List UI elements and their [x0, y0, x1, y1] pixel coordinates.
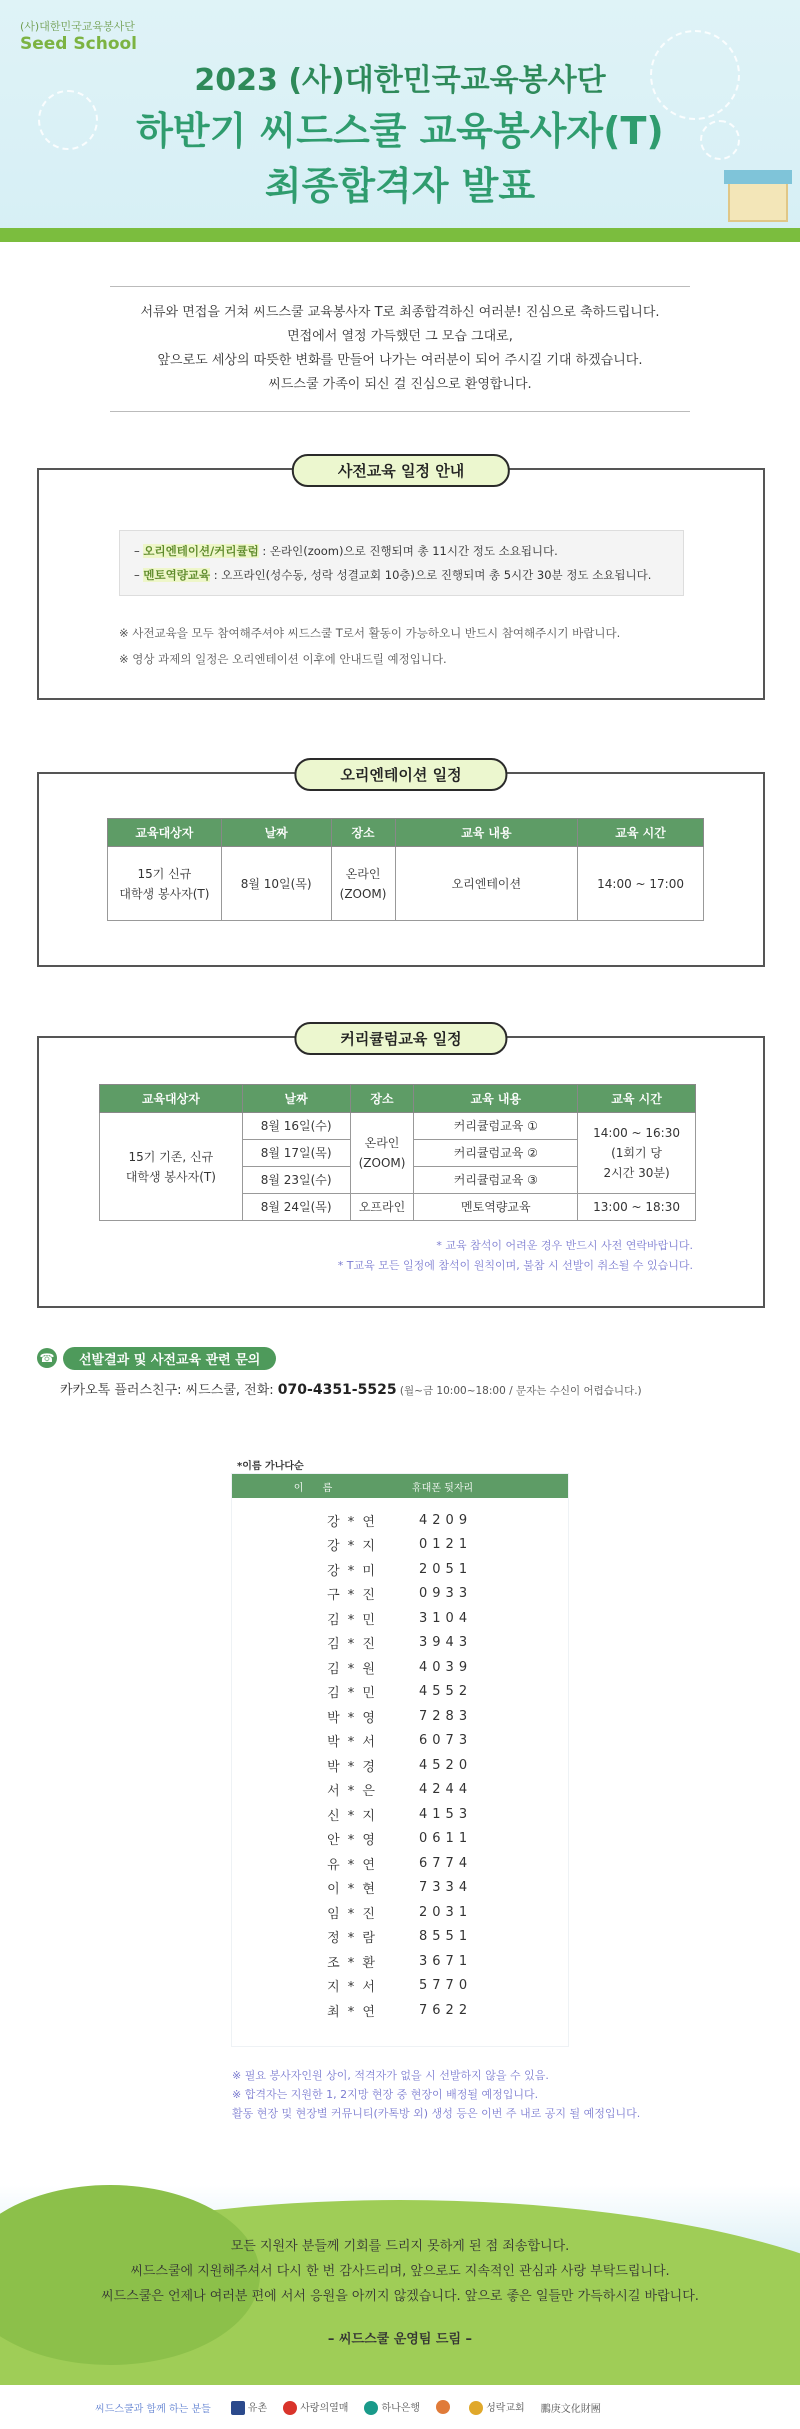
- place-cell: 온라인 (ZOOM): [331, 847, 395, 921]
- orientation-title: 오리엔테이션 일정: [294, 758, 507, 791]
- header-banner: [0, 0, 800, 242]
- footer-line: 모든 지원자 분들께 기회를 드리지 못하게 된 점 죄송합니다.: [230, 2239, 570, 2254]
- list-item: [232, 1949, 568, 1974]
- orientation-curriculum-label: 오리엔테이션/커리큘럼: [143, 544, 259, 558]
- names-notes: [232, 2066, 640, 2123]
- pre-education-title: 사전교육 일정 안내: [292, 454, 510, 487]
- list-item: [232, 1729, 568, 1754]
- grass-band: [0, 228, 800, 242]
- list-item: [232, 1508, 568, 1533]
- winner-phone: 4039: [419, 1659, 473, 1675]
- content-cell: 오리엔테이션: [395, 847, 578, 921]
- pre-education-box: [37, 462, 765, 700]
- winner-name: 김 * 진: [327, 1637, 377, 1653]
- winner-name: 강 * 미: [327, 1563, 377, 1579]
- winner-name: 지 * 서: [327, 1980, 377, 1996]
- time-cell: 14:00 ~ 16:30 (1회기 당 2시간 30분): [578, 1113, 696, 1194]
- winner-name: 신 * 지: [327, 1808, 377, 1824]
- winner-phone: 7622: [419, 2002, 473, 2018]
- list-item: [232, 1704, 568, 1729]
- list-item: [232, 1925, 568, 1950]
- winner-phone: 7334: [419, 1880, 473, 1896]
- winner-name: 조 * 환: [327, 1955, 377, 1971]
- winner-name: 서 * 은: [327, 1784, 377, 1800]
- winner-phone: 2031: [419, 1904, 473, 1920]
- phone-number[interactable]: 070-4351-5525: [277, 1382, 397, 1398]
- winner-phone: 8551: [419, 1929, 473, 1945]
- title-line-3: 최종합격자 발표: [264, 164, 536, 208]
- note-line: ※ 필요 봉사자인원 상이, 적격자가 없을 시 선발하지 않을 수 있음.: [232, 2069, 549, 2082]
- phone-icon: ☎: [37, 1348, 57, 1368]
- list-item: [232, 1900, 568, 1925]
- footer-signature: – 씨드스쿨 운영팀 드림 –: [327, 2332, 473, 2347]
- list-item: [232, 1655, 568, 1680]
- list-item: [232, 1998, 568, 2023]
- curriculum-notes: [338, 1236, 693, 1276]
- winner-phone: 4520: [419, 1757, 473, 1773]
- list-item: [232, 1533, 568, 1558]
- header-name: 이 름: [293, 1482, 341, 1494]
- footer-line: 씨드스쿨에 지원해주셔서 다시 한 번 감사드리며, 앞으로도 지속적인 관심과 사랑 부탁드립니다.: [130, 2264, 670, 2279]
- names-body: [232, 1498, 568, 2023]
- col-place: 장소: [350, 1085, 414, 1113]
- seed-school-logo: Seed School: [20, 34, 137, 54]
- winner-name: 박 * 경: [327, 1759, 377, 1775]
- winner-name: 최 * 연: [327, 2004, 377, 2020]
- list-item: [232, 1557, 568, 1582]
- content-cell: 커리큘럼교육 ③: [414, 1167, 578, 1194]
- org-name: (사)대한민국교육봉사단: [20, 20, 135, 33]
- winner-name: 강 * 지: [327, 1539, 377, 1555]
- school-illustration: [728, 182, 788, 222]
- winner-phone: 3671: [419, 1953, 473, 1969]
- note-line: * 교육 참석이 어려운 경우 반드시 사전 연락바랍니다.: [436, 1239, 693, 1252]
- winner-phone: 0121: [419, 1537, 473, 1553]
- partner-icon: [469, 2401, 483, 2415]
- list-item: [232, 1851, 568, 1876]
- curriculum-box: [37, 1030, 765, 1308]
- partner-logo: 성락교회: [469, 2399, 525, 2415]
- partners-label: 씨드스쿨과 함께 하는 분들: [95, 2403, 211, 2415]
- table-header-row: [100, 1085, 696, 1113]
- col-date: 날짜: [221, 819, 331, 847]
- date-cell: 8월 24일(목): [242, 1194, 350, 1221]
- table-header-row: [108, 819, 704, 847]
- intro-message: [110, 286, 690, 412]
- winner-name: 유 * 연: [327, 1857, 377, 1873]
- partner-icon: [364, 2401, 378, 2415]
- title-line-1: 2023 (사)대한민국교육봉사단: [194, 63, 606, 98]
- date-cell: 8월 16일(수): [242, 1113, 350, 1140]
- mentor-education-label: 멘토역량교육: [143, 568, 211, 582]
- footer-message: [0, 2234, 800, 2309]
- col-date: 날짜: [242, 1085, 350, 1113]
- winner-name: 박 * 영: [327, 1710, 377, 1726]
- partner-icon: [231, 2401, 245, 2415]
- partner-icon: [436, 2400, 450, 2414]
- winner-phone: 6073: [419, 1733, 473, 1749]
- list-item: [232, 1778, 568, 1803]
- names-list: [232, 1474, 568, 2046]
- header-phone: 휴대폰 뒷자리: [412, 1482, 474, 1494]
- winner-phone: 7283: [419, 1708, 473, 1724]
- place-cell: 온라인 (ZOOM): [350, 1113, 414, 1194]
- winner-name: 구 * 진: [327, 1588, 377, 1604]
- names-header: [232, 1474, 568, 1498]
- time-cell: 14:00 ~ 17:00: [578, 847, 704, 921]
- list-item: [232, 1974, 568, 1999]
- title-line-2: 하반기 씨드스쿨 교육봉사자(T): [136, 109, 664, 153]
- content-cell: 멘토역량교육: [414, 1194, 578, 1221]
- list-item: [232, 1606, 568, 1631]
- list-item: [232, 1680, 568, 1705]
- orientation-table: [107, 818, 704, 921]
- winner-name: 안 * 영: [327, 1833, 377, 1849]
- table-row: [108, 847, 704, 921]
- target-cell: 15기 신규 대학생 봉사자(T): [108, 847, 222, 921]
- content-cell: 커리큘럼교육 ②: [414, 1140, 578, 1167]
- note-line: ※ 사전교육을 모두 참여해주셔야 씨드스쿨 T로서 활동이 가능하오니 반드시 참여해주시기 바랍니다.: [119, 626, 621, 640]
- winner-phone: 5770: [419, 1978, 473, 1994]
- winner-name: 정 * 람: [327, 1931, 377, 1947]
- winner-phone: 6774: [419, 1855, 473, 1871]
- list-item: [232, 1827, 568, 1852]
- place-cell: 오프라인: [350, 1194, 414, 1221]
- intro-line: 면접에서 열정 가득했던 그 모습 그대로,: [287, 329, 513, 344]
- winner-name: 김 * 원: [327, 1661, 377, 1677]
- winner-phone: 4552: [419, 1684, 473, 1700]
- partner-logo: 유촌: [231, 2399, 267, 2415]
- col-content: 교육 내용: [414, 1085, 578, 1113]
- intro-line: 씨드스쿨 가족이 되신 걸 진심으로 환영합니다.: [268, 377, 532, 392]
- list-item: [232, 1631, 568, 1656]
- winner-name: 강 * 연: [327, 1514, 377, 1530]
- col-place: 장소: [331, 819, 395, 847]
- pre-education-list: [119, 530, 684, 596]
- note-line: ※ 영상 과제의 일정은 오리엔테이션 이후에 안내드릴 예정입니다.: [119, 652, 447, 666]
- pre-education-item: – 오리엔테이션/커리큘럼 : 온라인(zoom)으로 진행되며 총 11시간 정도 소요됩니다.: [134, 544, 558, 558]
- note-line: 활동 현장 및 현장별 커뮤니티(카톡방 외) 생성 등은 이번 주 내로 공지 될 예정입니다.: [232, 2107, 641, 2120]
- curriculum-title: 커리큘럼교육 일정: [294, 1022, 507, 1055]
- winner-phone: 0611: [419, 1831, 473, 1847]
- contact-info: 카카오톡 플러스친구: 씨드스쿨, 전화: 070-4351-5525 (월~금 10:00~18:00 / 문자는 수신이 어렵습니다.): [60, 1382, 642, 1398]
- date-cell: 8월 17일(목): [242, 1140, 350, 1167]
- contact-label: 선발결과 및 사전교육 관련 문의: [63, 1347, 276, 1370]
- winner-phone: 2051: [419, 1561, 473, 1577]
- list-item: [232, 1802, 568, 1827]
- winner-name: 박 * 서: [327, 1735, 377, 1751]
- intro-line: 서류와 면접을 거쳐 씨드스쿨 교육봉사자 T로 최종합격하신 여러분! 진심으로 축하드립니다.: [140, 305, 660, 320]
- partner-icon: [283, 2401, 297, 2415]
- winner-name: 김 * 민: [327, 1686, 377, 1702]
- list-item: [232, 1753, 568, 1778]
- note-line: ※ 합격자는 지원한 1, 2지망 현장 중 현장이 배정될 예정입니다.: [232, 2088, 539, 2101]
- contact-heading: [37, 1347, 276, 1369]
- orientation-box: [37, 766, 765, 967]
- partner-logo: 하나은행: [364, 2399, 420, 2415]
- content-cell: 커리큘럼교육 ①: [414, 1113, 578, 1140]
- pre-education-item: – 멘토역량교육 : 오프라인(성수동, 성락 성결교회 10층)으로 진행되며 총 5시간 30분 정도 소요됩니다.: [134, 568, 652, 582]
- date-cell: 8월 10일(목): [221, 847, 331, 921]
- list-item: [232, 1582, 568, 1607]
- winner-name: 이 * 현: [327, 1882, 377, 1898]
- partner-logo: 사랑의열매: [283, 2399, 348, 2415]
- pre-education-notes: [119, 620, 620, 672]
- partner-logo: 鵬庚文化財團: [540, 2403, 601, 2415]
- winner-phone: 0933: [419, 1586, 473, 1602]
- table-row: [100, 1113, 696, 1140]
- list-item: [232, 1876, 568, 1901]
- col-target: 교육대상자: [100, 1085, 243, 1113]
- col-time: 교육 시간: [578, 819, 704, 847]
- target-cell: 15기 기존, 신규 대학생 봉사자(T): [100, 1113, 243, 1221]
- winner-name: 임 * 진: [327, 1906, 377, 1922]
- intro-line: 앞으로도 세상의 따뜻한 변화를 만들어 나가는 여러분이 되어 주시길 기대 하겠습니다.: [157, 353, 643, 368]
- note-line: * T교육 모든 일정에 참석이 원칙이며, 불참 시 선발이 취소될 수 있습니다.: [337, 1259, 693, 1272]
- col-time: 교육 시간: [578, 1085, 696, 1113]
- partners-bar: [0, 2385, 800, 2429]
- names-sort-note: *이름 가나다순: [237, 1461, 304, 1472]
- time-cell: 13:00 ~ 18:30: [578, 1194, 696, 1221]
- footer-line: 씨드스쿨은 언제나 여러분 편에 서서 응원을 아끼지 않겠습니다. 앞으로 좋은 일들만 가득하시길 바랍니다.: [101, 2289, 699, 2304]
- winner-phone: 3943: [419, 1635, 473, 1651]
- winner-phone: 4153: [419, 1806, 473, 1822]
- col-content: 교육 내용: [395, 819, 578, 847]
- winner-phone: 4209: [419, 1512, 473, 1528]
- winner-name: 김 * 민: [327, 1612, 377, 1628]
- col-target: 교육대상자: [108, 819, 222, 847]
- partner-logo: [436, 2400, 453, 2414]
- winner-phone: 4244: [419, 1782, 473, 1798]
- curriculum-table: [99, 1084, 696, 1221]
- date-cell: 8월 23일(수): [242, 1167, 350, 1194]
- winner-phone: 3104: [419, 1610, 473, 1626]
